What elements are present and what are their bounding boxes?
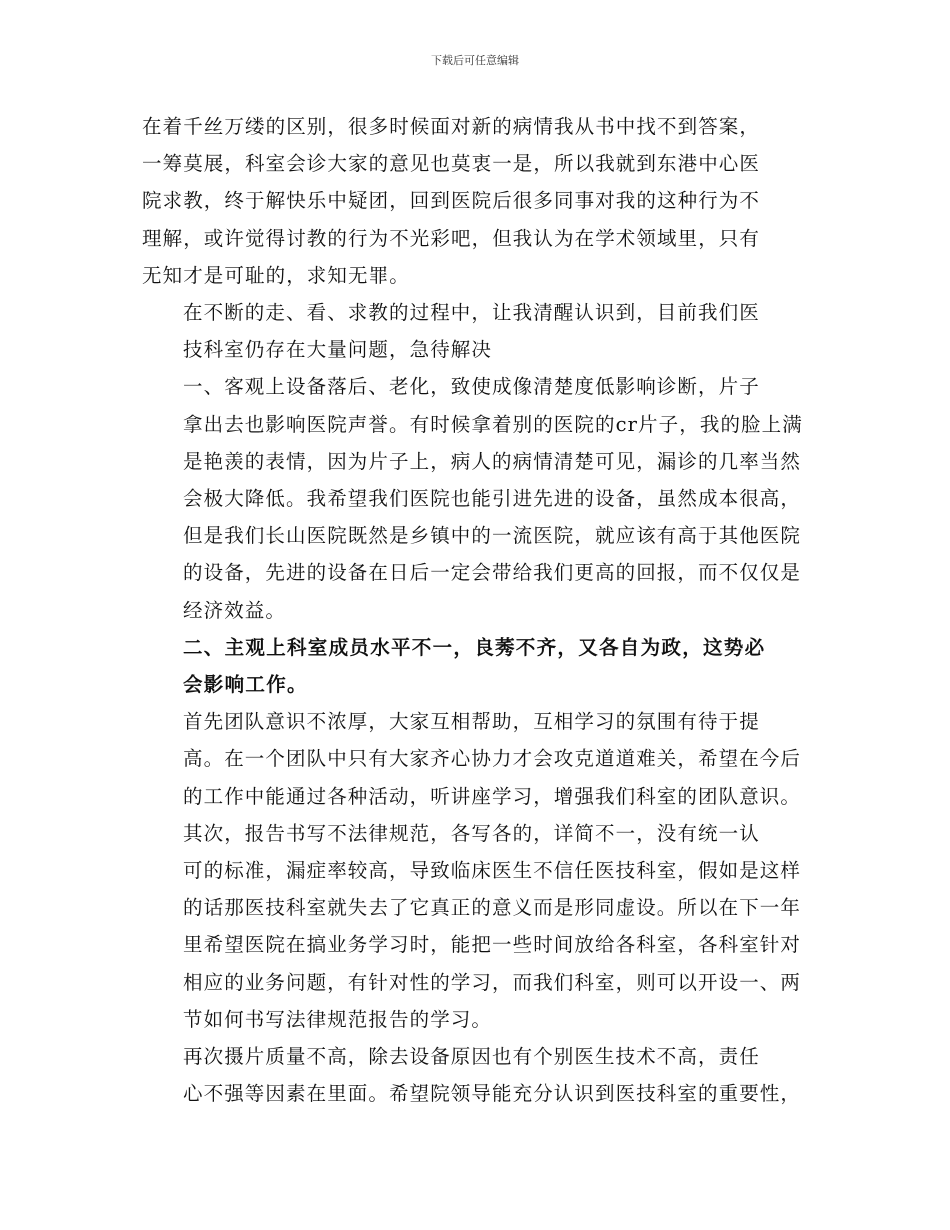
paragraph: [142, 815, 810, 1038]
text-line: 技科室仍存在大量问题，急待解决: [183, 338, 493, 362]
paragraph: [142, 368, 810, 628]
text-line: 再次摄片质量不高，除去设备原因也有个别医生技术不高，责任: [183, 1045, 760, 1069]
text-line: 在不断的走、看、求教的过程中，让我清醒认识到，目前我们医: [183, 301, 760, 325]
text-line: 节如何书写法律规范报告的学习。: [183, 1007, 493, 1031]
text-line: 拿出去也影响医院声誉。有时候拿着别的医院的cr片子，我的脸上满: [183, 412, 803, 436]
text-line: 二、主观上科室成员水平不一，良莠不齐，又各自为政，这势必: [183, 635, 766, 659]
text-line: 在着千丝万缕的区别，很多时候面对新的病情我从书中找不到答案，: [142, 115, 761, 138]
text-line: 首先团队意识不浓厚，大家互相帮助，互相学习的氛围有待于提: [183, 710, 760, 734]
text-line: 经济效益。: [183, 598, 287, 622]
text-line: 但是我们长山医院既然是乡镇中的一流医院，就应该有高于其他医院: [183, 524, 802, 548]
section-heading: [142, 629, 810, 703]
text-line: 的工作中能通过各种活动，听讲座学习，增强我们科室的团队意识。: [183, 784, 802, 808]
paragraph: [142, 108, 810, 294]
text-line: 的话那医技科室就失去了它真正的意义而是形同虚设。所以在下一年: [183, 896, 802, 920]
text-line: 的设备，先进的设备在日后一定会带给我们更高的回报，而不仅仅是: [183, 561, 802, 585]
paragraph: [142, 703, 810, 815]
text-line: 心不强等因素在里面。希望院领导能充分认识到医技科室的重要性，: [183, 1082, 802, 1106]
text-line: 会影响工作。: [183, 673, 308, 697]
text-line: 一、客观上设备落后、老化，致使成像清楚度低影响诊断，片子: [183, 375, 760, 399]
text-line: 是艳羡的表情，因为片子上，病人的病情清楚可见，漏诊的几率当然: [183, 449, 802, 473]
page-header: 下载后可任意编辑: [431, 54, 519, 67]
paragraph: [142, 1038, 810, 1112]
text-line: 高。在一个团队中只有大家齐心协力才会攻克道道难关，希望在今后: [183, 747, 802, 771]
document-body: [142, 108, 810, 1112]
text-line: 会极大降低。我希望我们医院也能引进先进的设备，虽然成本很高，: [183, 487, 802, 511]
text-line: 理解，或许觉得讨教的行为不光彩吧，但我认为在学术领域里，只有: [142, 226, 761, 250]
text-line: 可的标准，漏症率较高，导致临床医生不信任医技科室，假如是这样: [183, 859, 802, 883]
text-line: 无知才是可耻的，求知无罪。: [142, 263, 410, 287]
text-line: 里希望医院在搞业务学习时，能把一些时间放给各科室，各科室针对: [183, 933, 802, 957]
text-line: 一筹莫展，科室会诊大家的意见也莫衷一是，所以我就到东港中心医: [142, 152, 761, 176]
text-line: 其次，报告书写不法律规范，各写各的，详简不一，没有统一认: [183, 821, 760, 845]
text-line: 院求教，终于解快乐中疑团，回到医院后很多同事对我的这种行为不: [142, 189, 761, 213]
text-line: 相应的业务问题，有针对性的学习，而我们科室，则可以开设一、两: [183, 970, 802, 994]
paragraph: [142, 294, 810, 368]
